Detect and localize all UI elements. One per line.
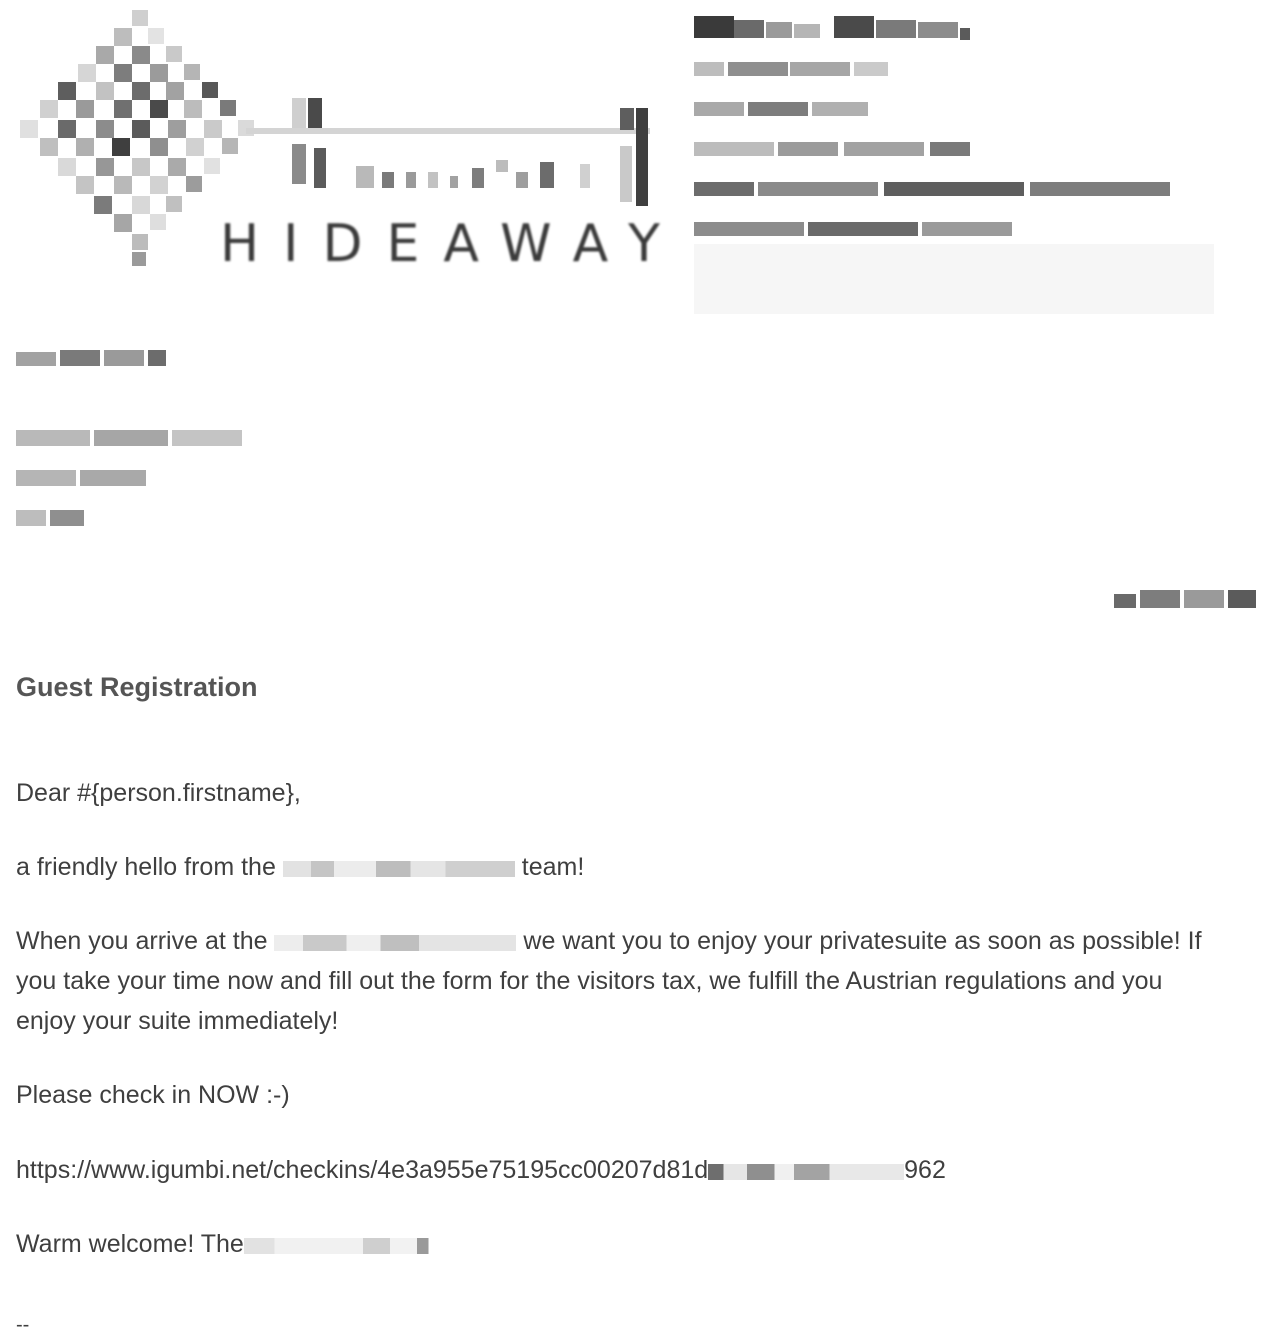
greeting-text: Dear #{person.firstname}, xyxy=(16,779,301,807)
closing-prefix: Warm welcome! The xyxy=(16,1230,244,1258)
arrival-rest: we want you to enjoy your privatesuite as soon as possible! If you take your time now and fill out the form for the visitors tax, we fulfill the Austrian regulations and you enjoy your suite immediately! xyxy=(16,927,1202,1035)
checkin-link-prefix[interactable]: https://www.igumbi.net/checkins/4e3a955e75195cc00207d81d xyxy=(16,1156,709,1184)
logo-script-redacted xyxy=(290,96,660,206)
hotel-address-line-3-redacted xyxy=(694,140,976,158)
hello-suffix: team! xyxy=(521,853,585,881)
hotel-web-line-redacted xyxy=(694,220,1016,238)
hello-paragraph xyxy=(16,847,584,887)
hotel-address-line-1-redacted xyxy=(694,60,894,78)
arrival-prefix: When you arrive at the xyxy=(16,927,268,955)
recipient-line-1-redacted xyxy=(16,428,242,448)
checkin-text: Please check in NOW :-) xyxy=(16,1081,290,1109)
hotel-name-redacted xyxy=(283,861,515,877)
closing-text xyxy=(16,1224,436,1264)
checkin-link[interactable] xyxy=(16,1150,946,1190)
hotel-contact-line-redacted xyxy=(694,180,1176,198)
page-title: Guest Registration xyxy=(16,672,258,702)
logo-wordmark: HIDEAWAY xyxy=(220,214,684,274)
hotel-name-redacted xyxy=(694,16,976,42)
hotel-extra-redacted xyxy=(694,244,1214,314)
arrival-paragraph xyxy=(16,921,1206,1041)
recipient-salutation-redacted xyxy=(16,348,166,368)
hotel-logo xyxy=(14,8,684,280)
checkin-link-suffix[interactable]: 962 xyxy=(904,1156,946,1184)
letter-date-redacted xyxy=(1114,588,1256,610)
hotel-address-line-2-redacted xyxy=(694,100,874,118)
logo-diamond-icon xyxy=(14,8,254,278)
hello-prefix: a friendly hello from the xyxy=(16,853,276,881)
recipient-line-3-redacted xyxy=(16,508,86,528)
signature-separator: -- xyxy=(16,1314,30,1336)
hotel-name-redacted xyxy=(274,935,516,951)
team-name-redacted xyxy=(244,1238,436,1254)
checkin-token-redacted xyxy=(708,1164,904,1180)
recipient-line-2-redacted xyxy=(16,468,146,488)
